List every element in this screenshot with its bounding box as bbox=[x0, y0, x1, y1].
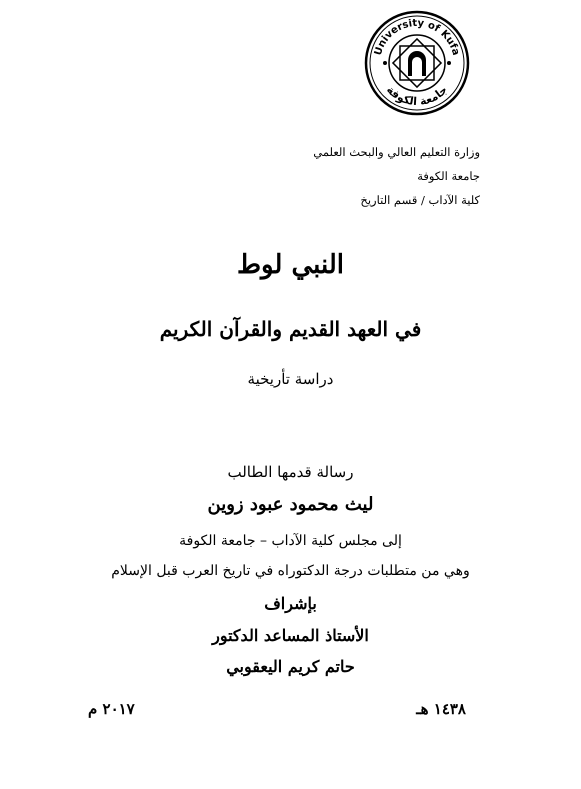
university-name: جامعة الكوفة bbox=[417, 169, 480, 183]
council-line: إلى مجلس كلية الآداب – جامعة الكوفة bbox=[179, 533, 402, 549]
study-type: دراسة تأريخية bbox=[247, 370, 334, 388]
hijri-date: ١٤٣٨ هـ bbox=[416, 700, 466, 718]
student-name: ليث محمود عبود زوين bbox=[207, 494, 374, 515]
svg-text:جامعة الكوفة: جامعة الكوفة bbox=[383, 83, 451, 109]
supervision-label: بإشراف bbox=[264, 594, 317, 613]
ministry-name: وزارة التعليم العالي والبحث العلمي bbox=[313, 145, 480, 159]
gregorian-date: ٢٠١٧ م bbox=[88, 700, 135, 718]
supervisor-name: حاتم كريم اليعقوبي bbox=[226, 657, 355, 676]
thesis-title: النبي لوط bbox=[237, 250, 344, 280]
degree-requirements: وهي من متطلبات درجة الدكتوراه في تاريخ العرب قبل الإسلام bbox=[111, 563, 470, 579]
supervisor-rank: الأستاذ المساعد الدكتور bbox=[212, 626, 369, 645]
university-seal-logo bbox=[364, 10, 470, 116]
submission-intro: رسالة قدمها الطالب bbox=[227, 463, 354, 481]
thesis-subtitle: في العهد القديم والقرآن الكريم bbox=[159, 317, 422, 341]
svg-text:University of Kufa: University of Kufa bbox=[372, 17, 462, 57]
college-department: كلية الآداب / قسم التاريخ bbox=[360, 193, 480, 207]
